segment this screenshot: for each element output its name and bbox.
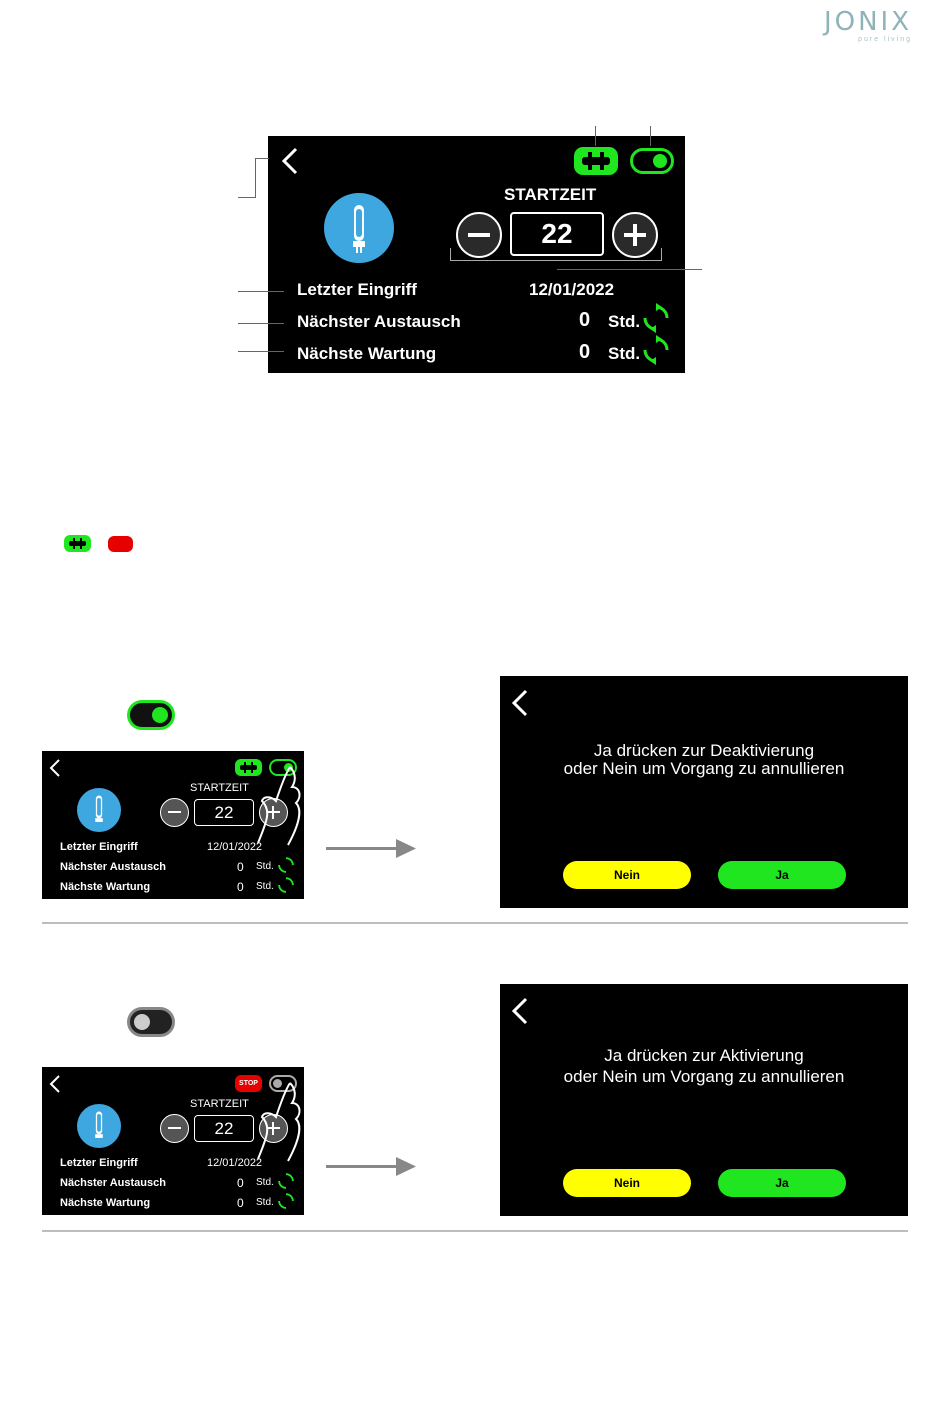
next-service-unit: Std. xyxy=(608,344,641,363)
uv-lamp-status-icon xyxy=(64,535,91,552)
callout-line xyxy=(238,197,256,198)
hand-pointer-icon xyxy=(242,763,304,847)
next-exchange-label: Nächster Austausch xyxy=(297,312,461,331)
uv-lamp-icon xyxy=(77,788,121,832)
back-icon[interactable] xyxy=(48,1074,62,1094)
callout-line xyxy=(238,291,284,292)
dialog-message-line2: oder Nein um Vorgang zu annullieren xyxy=(563,1067,845,1086)
no-button[interactable]: Nein xyxy=(563,861,691,889)
callout-line xyxy=(255,158,256,198)
uv-lamp-status-icon[interactable] xyxy=(574,147,618,175)
next-service-label: Nächste Wartung xyxy=(60,1197,151,1209)
stepper-bracket xyxy=(450,248,662,261)
toggle-off-illustration xyxy=(127,1007,175,1037)
callout-line xyxy=(238,351,284,352)
last-service-label: Letzter Eingriff xyxy=(60,841,138,853)
main-device-screen xyxy=(268,136,685,373)
back-icon[interactable] xyxy=(511,689,529,717)
logo-tagline: pure living xyxy=(858,36,912,43)
dialog-message-line1: Ja drücken zur Aktivierung xyxy=(604,1046,804,1065)
yes-button[interactable]: Ja xyxy=(718,861,846,889)
dialog-message-line2: oder Nein um Vorgang zu annullieren xyxy=(563,759,845,778)
back-icon[interactable] xyxy=(48,758,62,778)
yes-button[interactable]: Ja xyxy=(718,1169,846,1197)
toggle-knob xyxy=(152,707,168,723)
deactivate-dialog xyxy=(500,676,908,908)
arrow-right-icon xyxy=(326,838,418,860)
next-exchange-unit: Std. xyxy=(608,312,641,331)
decrease-button[interactable] xyxy=(160,1114,189,1143)
decrease-button[interactable] xyxy=(160,798,189,827)
toggle-knob xyxy=(134,1014,150,1030)
startzeit-value: 22 xyxy=(194,1115,254,1142)
arrow-right-icon xyxy=(326,1156,418,1178)
next-exchange-label: Nächster Austausch xyxy=(60,861,166,873)
startzeit-value: 22 xyxy=(510,212,604,256)
next-service-value: 0 xyxy=(237,880,244,894)
logo-wordmark: JONIX xyxy=(823,7,912,37)
stop-status-icon xyxy=(108,536,133,552)
startzeit-title: STARTZEIT xyxy=(190,1098,249,1110)
back-icon[interactable] xyxy=(511,997,529,1025)
brand-logo xyxy=(812,8,912,44)
back-icon[interactable] xyxy=(280,146,300,176)
callout-line xyxy=(238,323,284,324)
callout-line xyxy=(557,269,702,270)
next-exchange-unit: Std. xyxy=(256,1177,274,1188)
next-exchange-value: 0 xyxy=(237,1176,244,1190)
last-service-date: 12/01/2022 xyxy=(529,280,615,299)
next-service-value: 0 xyxy=(237,1196,244,1210)
hand-pointer-icon xyxy=(242,1079,304,1163)
section-divider xyxy=(42,1230,908,1232)
next-exchange-label: Nächster Austausch xyxy=(60,1177,166,1189)
power-toggle[interactable] xyxy=(630,148,674,174)
next-exchange-value: 0 xyxy=(579,309,591,331)
reset-icon[interactable] xyxy=(276,1191,296,1211)
callout-line xyxy=(255,158,269,159)
last-service-label: Letzter Eingriff xyxy=(60,1157,138,1169)
reset-icon[interactable] xyxy=(640,334,672,366)
startzeit-title: STARTZEIT xyxy=(190,782,249,794)
startzeit-title: STARTZEIT xyxy=(504,185,597,204)
activate-dialog xyxy=(500,984,908,1216)
stop-badge[interactable]: STOP xyxy=(235,1075,262,1092)
reset-icon[interactable] xyxy=(276,875,296,895)
next-service-value: 0 xyxy=(579,341,591,363)
last-service-date: 12/01/2022 xyxy=(207,841,263,853)
last-service-label: Letzter Eingriff xyxy=(297,280,417,299)
toggle-knob xyxy=(653,154,667,168)
toggle-on-illustration xyxy=(127,700,175,730)
dialog-message-line1: Ja drücken zur Deaktivierung xyxy=(593,741,815,760)
small-device-screen xyxy=(42,751,304,899)
no-button[interactable]: Nein xyxy=(563,1169,691,1197)
next-service-label: Nächste Wartung xyxy=(297,344,437,363)
reset-icon[interactable] xyxy=(640,302,672,334)
section-divider xyxy=(42,922,908,924)
callout-line xyxy=(595,126,596,146)
next-service-unit: Std. xyxy=(256,1197,274,1208)
startzeit-value: 22 xyxy=(194,799,254,826)
reset-icon[interactable] xyxy=(276,855,296,875)
reset-icon[interactable] xyxy=(276,1171,296,1191)
uv-lamp-icon xyxy=(324,193,394,263)
small-device-screen xyxy=(42,1067,304,1215)
next-service-label: Nächste Wartung xyxy=(60,881,151,893)
next-service-unit: Std. xyxy=(256,881,274,892)
callout-line xyxy=(650,126,651,146)
last-service-date: 12/01/2022 xyxy=(207,1157,263,1169)
next-exchange-value: 0 xyxy=(237,860,244,874)
uv-lamp-icon xyxy=(77,1104,121,1148)
next-exchange-unit: Std. xyxy=(256,861,274,872)
